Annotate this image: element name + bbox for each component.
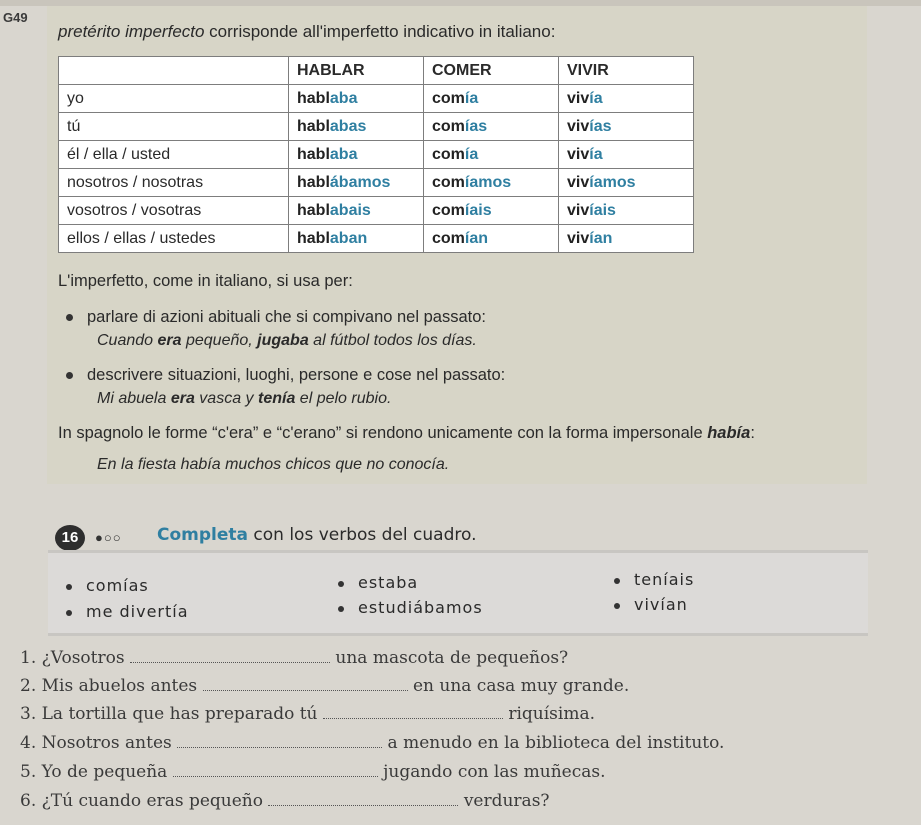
table-row (59, 85, 694, 113)
table-row (59, 113, 694, 141)
word-item (338, 598, 483, 617)
verb-cell (559, 197, 694, 225)
verb-cell (289, 85, 424, 113)
sentence-after: a menudo en la biblioteca del instituto. (387, 733, 725, 753)
pronoun-cell: tú (59, 113, 289, 141)
table-header-row (59, 57, 694, 85)
table-row (59, 169, 694, 197)
intro-rest: corrisponde all'imperfetto indicativo in italiano: (204, 22, 556, 41)
verb-ending: ías (464, 117, 488, 135)
conjugation-table (58, 56, 694, 253)
sentence-number: 1. (20, 648, 37, 668)
sentence-2 (20, 676, 900, 696)
sentence-before: ¿Tú cuando eras pequeño (41, 791, 263, 811)
verb-ending: ía (464, 89, 479, 107)
verb-stem: habl (297, 117, 330, 135)
note-text: In spagnolo le forme “c'era” e “c'erano” si rendono unicamente con la forma impersonale (58, 424, 708, 442)
sentence-before: Yo de pequeña (41, 762, 168, 782)
example-habitual (97, 332, 477, 350)
sentence-number: 3. (20, 704, 37, 724)
example-description (97, 390, 391, 408)
example-habia: En la fiesta había muchos chicos que no conocía. (97, 456, 450, 473)
header-cell: VIVIR (559, 57, 694, 85)
bullet-description (66, 366, 505, 385)
sentence-before: Nosotros antes (41, 733, 172, 753)
verb-cell (289, 225, 424, 253)
example-text: Mi abuela (97, 390, 171, 407)
pronoun-cell: yo (59, 85, 289, 113)
answer-blank[interactable] (173, 776, 378, 777)
verb-stem: viv (567, 201, 590, 219)
table-row (59, 141, 694, 169)
verb-cell (424, 197, 559, 225)
verb-cell (559, 141, 694, 169)
verb-ending: aban (329, 229, 368, 247)
bullet-dot (66, 610, 72, 616)
verb-stem: viv (567, 89, 590, 107)
page-number: G49 (3, 10, 28, 25)
sentence-4 (20, 733, 900, 753)
header-cell: HABLAR (289, 57, 424, 85)
verb-cell (424, 85, 559, 113)
example-text: Cuando (97, 332, 158, 349)
verb-cell (289, 169, 424, 197)
verb-ending: ábamos (329, 173, 391, 191)
sentence-6 (20, 791, 900, 811)
answer-blank[interactable] (203, 690, 408, 691)
bullet-dot (614, 578, 620, 584)
verb-ending: íamos (589, 173, 636, 191)
verb-stem: com (432, 117, 465, 135)
verb-ending: íamos (464, 173, 512, 191)
instruction-verb: Completa (157, 525, 248, 545)
word-text: vivían (634, 595, 688, 614)
verb-stem: viv (567, 117, 590, 135)
word-box (48, 550, 868, 636)
verb-cell (289, 113, 424, 141)
answer-blank[interactable] (130, 662, 330, 663)
word-item (614, 595, 688, 614)
verb-stem: viv (567, 145, 590, 163)
bullet-dot (66, 314, 73, 321)
example-verb: era (157, 332, 182, 349)
sentence-before: Mis abuelos antes (41, 676, 198, 696)
verb-cell (559, 169, 694, 197)
verb-stem: habl (297, 145, 330, 163)
example-verb: jugaba (257, 332, 309, 349)
note-text: : (750, 424, 755, 442)
verb-ending: abas (329, 117, 367, 135)
sentence-before: La tortilla que has preparado tú (41, 704, 318, 724)
word-item (614, 570, 694, 589)
sentence-before: ¿Vosotros (41, 648, 125, 668)
answer-blank[interactable] (268, 805, 458, 806)
answer-blank[interactable] (177, 747, 382, 748)
verb-cell (289, 141, 424, 169)
sentence-number: 4. (20, 733, 37, 753)
word-text: me divertía (86, 602, 189, 621)
sentence-after: jugando con las muñecas. (383, 762, 606, 782)
table-row (59, 197, 694, 225)
example-verb: tenía (258, 390, 296, 407)
example-text: vasca y (194, 390, 258, 407)
verb-stem: com (432, 173, 465, 191)
verb-stem: com (432, 229, 465, 247)
verb-ending: íais (464, 201, 492, 219)
verb-stem: habl (297, 229, 330, 247)
verb-cell (424, 141, 559, 169)
pronoun-cell: nosotros / nosotras (59, 169, 289, 197)
habia-note (58, 424, 755, 443)
verb-ending: ías (589, 117, 612, 135)
bullet-dot (338, 606, 344, 612)
sentence-after: una mascota de pequeños? (335, 648, 569, 668)
sentence-number: 5. (20, 762, 37, 782)
word-text: estaba (358, 573, 419, 592)
example-text: al fútbol todos los días. (308, 332, 477, 349)
verb-stem: habl (297, 173, 330, 191)
bullet-text: descrivere situazioni, luoghi, persone e cose nel passato: (87, 366, 506, 384)
verb-stem: habl (297, 201, 330, 219)
verb-stem: viv (567, 229, 590, 247)
table-row (59, 225, 694, 253)
verb-ending: íais (589, 201, 616, 219)
bullet-dot (614, 603, 620, 609)
intro-term: pretérito imperfecto (58, 22, 205, 41)
header-cell (59, 57, 289, 85)
verb-cell (424, 113, 559, 141)
verb-ending: ían (589, 229, 613, 247)
verb-stem: com (432, 201, 465, 219)
word-text: comías (86, 576, 149, 595)
word-text: estudiábamos (358, 598, 483, 617)
word-item (338, 573, 418, 592)
verb-stem: com (432, 145, 465, 163)
sentence-1 (20, 648, 900, 668)
intro-text (58, 22, 555, 42)
example-text: el pelo rubio. (295, 390, 392, 407)
verb-cell (559, 113, 694, 141)
instruction-rest: con los verbos del cuadro. (248, 525, 477, 545)
pronoun-cell: él / ella / usted (59, 141, 289, 169)
bullet-habitual (66, 308, 486, 327)
example-text: pequeño, (181, 332, 258, 349)
verb-cell (424, 169, 559, 197)
verb-ending: abais (329, 201, 371, 219)
pronoun-cell: ellos / ellas / ustedes (59, 225, 289, 253)
word-item (66, 576, 149, 595)
verb-cell (289, 197, 424, 225)
sentence-after: riquísima. (508, 704, 595, 724)
bullet-dot (338, 581, 344, 587)
verb-cell (559, 85, 694, 113)
difficulty-dots: ●○○ (95, 530, 122, 545)
word-item (66, 602, 189, 621)
header-cell: COMER (424, 57, 559, 85)
verb-ending: ían (464, 229, 489, 247)
uses-intro: L'imperfetto, come in italiano, si usa per: (58, 272, 353, 290)
sentence-number: 6. (20, 791, 37, 811)
verb-stem: habl (297, 89, 330, 107)
pronoun-cell: vosotros / vosotras (59, 197, 289, 225)
sentence-after: verduras? (463, 791, 550, 811)
bullet-text: parlare di azioni abituali che si compivano nel passato: (87, 308, 486, 326)
verb-cell (559, 225, 694, 253)
verb-stem: com (432, 89, 465, 107)
word-text: teníais (634, 570, 695, 589)
verb-ending: ía (464, 145, 479, 163)
bullet-dot (66, 584, 72, 590)
exercise-number: 16 (55, 525, 85, 551)
answer-blank[interactable] (323, 718, 503, 719)
bullet-dot (66, 372, 73, 379)
sentence-after: en una casa muy grande. (412, 676, 630, 696)
exercise-instruction (157, 525, 477, 545)
verb-cell (424, 225, 559, 253)
sentence-number: 2. (20, 676, 37, 696)
verb-stem: viv (567, 173, 590, 191)
verb-ending: ía (589, 89, 603, 107)
verb-ending: aba (329, 145, 358, 163)
note-habia: había (707, 424, 751, 442)
sentence-5 (20, 762, 900, 782)
sentence-3 (20, 704, 900, 724)
verb-ending: aba (329, 89, 358, 107)
verb-ending: ía (589, 145, 603, 163)
example-verb: era (170, 390, 195, 407)
